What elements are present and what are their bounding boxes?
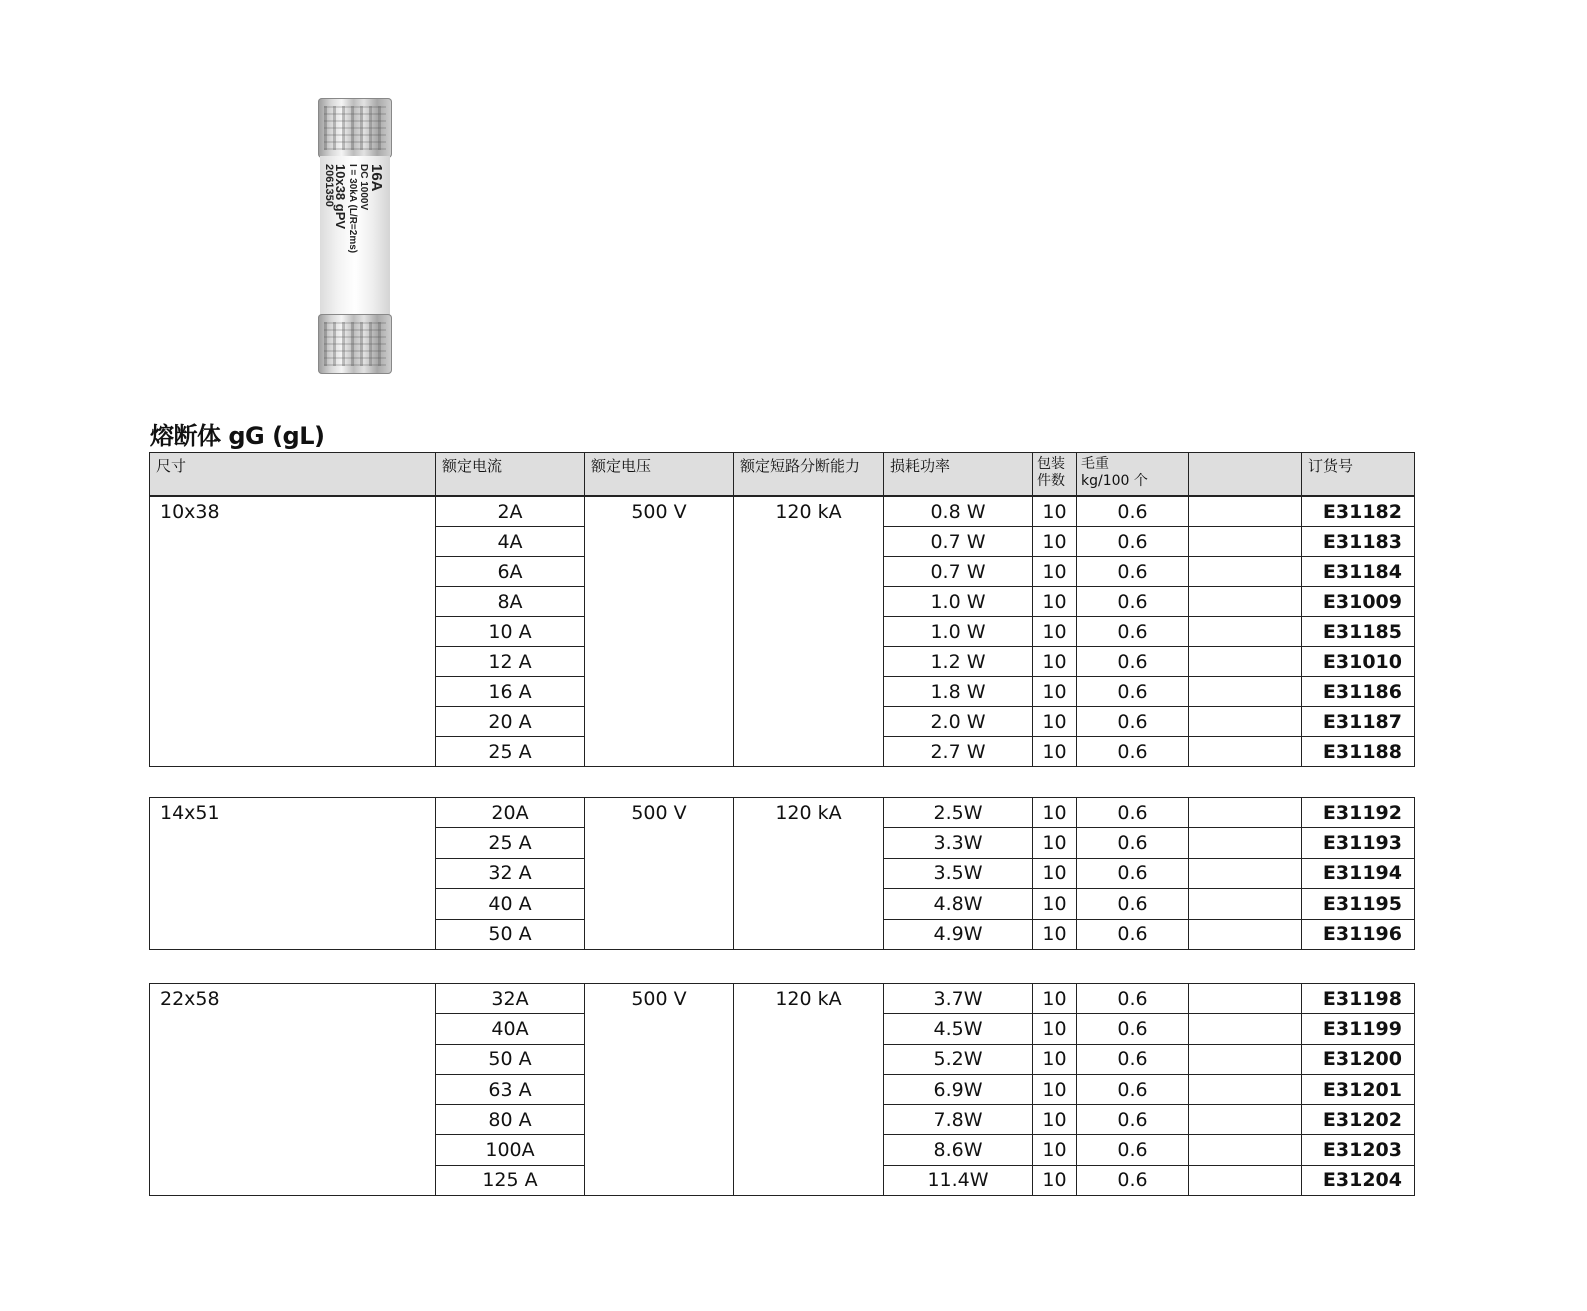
power-loss-cell: 1.0 W	[884, 587, 1033, 617]
blank-cell	[1189, 647, 1302, 677]
blank-cell	[1189, 889, 1302, 919]
weight-cell: 0.6	[1077, 617, 1189, 647]
power-loss-cell: 2.5W	[884, 798, 1033, 828]
fuse-ceramic-body	[320, 156, 390, 316]
blank-cell	[1189, 858, 1302, 888]
spec-group-table	[149, 496, 1415, 767]
blank-cell	[1189, 1105, 1302, 1135]
fuse-print-breaking: I = 30kA (L/R=2ms)	[347, 164, 358, 254]
blank-cell	[1189, 617, 1302, 647]
spec-group-table	[149, 983, 1415, 1196]
table-row	[150, 497, 1415, 527]
section-heading: 熔断体 gG (gL)	[150, 422, 325, 450]
order-code-cell: E31195	[1302, 889, 1415, 919]
order-code-cell: E31009	[1302, 587, 1415, 617]
fuse-product-image	[318, 98, 392, 374]
rated-current-cell: 125 A	[436, 1165, 585, 1195]
blank-cell	[1189, 677, 1302, 707]
fuse-print-serial: 2061350	[323, 164, 335, 207]
rated-current-cell: 50 A	[436, 1044, 585, 1074]
table-row	[150, 798, 1415, 828]
pack-qty-cell: 10	[1033, 497, 1077, 527]
rated-current-cell: 40 A	[436, 889, 585, 919]
rated-current-cell: 40A	[436, 1014, 585, 1044]
rated-current-cell: 20A	[436, 798, 585, 828]
weight-cell: 0.6	[1077, 647, 1189, 677]
order-code-cell: E31200	[1302, 1044, 1415, 1074]
order-code-cell: E31192	[1302, 798, 1415, 828]
order-code-cell: E31204	[1302, 1165, 1415, 1195]
breaking-capacity-cell: 120 kA	[734, 798, 884, 950]
blank-cell	[1189, 557, 1302, 587]
pack-qty-cell: 10	[1033, 798, 1077, 828]
rated-voltage-cell: 500 V	[585, 798, 734, 950]
power-loss-cell: 5.2W	[884, 1044, 1033, 1074]
pack-qty-cell: 10	[1033, 984, 1077, 1014]
spec-table-header	[149, 452, 1415, 496]
rated-current-cell: 8A	[436, 587, 585, 617]
pack-qty-cell: 10	[1033, 858, 1077, 888]
order-code-cell: E31187	[1302, 707, 1415, 737]
pack-qty-cell: 10	[1033, 889, 1077, 919]
power-loss-cell: 4.9W	[884, 919, 1033, 949]
blank-cell	[1189, 798, 1302, 828]
rated-current-cell: 32A	[436, 984, 585, 1014]
rated-voltage-cell: 500 V	[585, 497, 734, 767]
power-loss-cell: 4.8W	[884, 889, 1033, 919]
rated-current-cell: 12 A	[436, 647, 585, 677]
pack-qty-cell: 10	[1033, 557, 1077, 587]
blank-cell	[1189, 1165, 1302, 1195]
power-loss-cell: 11.4W	[884, 1165, 1033, 1195]
blank-cell	[1189, 737, 1302, 767]
col-power-loss: 损耗功率	[884, 453, 1033, 496]
rated-current-cell: 4A	[436, 527, 585, 557]
power-loss-cell: 0.7 W	[884, 527, 1033, 557]
order-code-cell: E31202	[1302, 1105, 1415, 1135]
pack-qty-cell: 10	[1033, 1074, 1077, 1104]
fuse-end-cap-top	[318, 98, 392, 158]
rated-current-cell: 20 A	[436, 707, 585, 737]
rated-current-cell: 6A	[436, 557, 585, 587]
weight-cell: 0.6	[1077, 828, 1189, 858]
col-pack-qty: 包装 件数	[1033, 453, 1077, 496]
weight-cell: 0.6	[1077, 1165, 1189, 1195]
weight-cell: 0.6	[1077, 707, 1189, 737]
power-loss-cell: 3.3W	[884, 828, 1033, 858]
rated-current-cell: 2A	[436, 497, 585, 527]
power-loss-cell: 0.8 W	[884, 497, 1033, 527]
blank-cell	[1189, 828, 1302, 858]
order-code-cell: E31182	[1302, 497, 1415, 527]
rated-current-cell: 25 A	[436, 737, 585, 767]
weight-cell: 0.6	[1077, 1074, 1189, 1104]
pack-qty-cell: 10	[1033, 527, 1077, 557]
rated-current-cell: 50 A	[436, 919, 585, 949]
order-code-cell: E31198	[1302, 984, 1415, 1014]
rated-current-cell: 16 A	[436, 677, 585, 707]
pack-qty-cell: 10	[1033, 1105, 1077, 1135]
blank-cell	[1189, 527, 1302, 557]
pack-qty-cell: 10	[1033, 1014, 1077, 1044]
order-code-cell: E31199	[1302, 1014, 1415, 1044]
col-order-no: 订货号	[1302, 453, 1415, 496]
size-cell: 22x58	[150, 984, 436, 1196]
blank-cell	[1189, 707, 1302, 737]
fuse-print-size: 10x38 gPV	[333, 164, 348, 230]
size-cell: 10x38	[150, 497, 436, 767]
col-rated-voltage: 额定电压	[585, 453, 734, 496]
weight-cell: 0.6	[1077, 557, 1189, 587]
power-loss-cell: 2.7 W	[884, 737, 1033, 767]
order-code-cell: E31183	[1302, 527, 1415, 557]
order-code-cell: E31186	[1302, 677, 1415, 707]
pack-qty-cell: 10	[1033, 707, 1077, 737]
power-loss-cell: 6.9W	[884, 1074, 1033, 1104]
blank-cell	[1189, 497, 1302, 527]
pack-qty-cell: 10	[1033, 919, 1077, 949]
order-code-cell: E31196	[1302, 919, 1415, 949]
weight-cell: 0.6	[1077, 1135, 1189, 1165]
pack-qty-cell: 10	[1033, 1135, 1077, 1165]
weight-cell: 0.6	[1077, 677, 1189, 707]
weight-cell: 0.6	[1077, 1014, 1189, 1044]
power-loss-cell: 8.6W	[884, 1135, 1033, 1165]
power-loss-cell: 7.8W	[884, 1105, 1033, 1135]
order-code-cell: E31193	[1302, 828, 1415, 858]
pack-qty-cell: 10	[1033, 828, 1077, 858]
pack-qty-cell: 10	[1033, 1044, 1077, 1074]
fuse-print-rating: 16A	[368, 164, 385, 192]
blank-cell	[1189, 919, 1302, 949]
rated-current-cell: 25 A	[436, 828, 585, 858]
order-code-cell: E31194	[1302, 858, 1415, 888]
weight-cell: 0.6	[1077, 737, 1189, 767]
order-code-cell: E31203	[1302, 1135, 1415, 1165]
pack-qty-cell: 10	[1033, 677, 1077, 707]
order-code-cell: E31185	[1302, 617, 1415, 647]
power-loss-cell: 2.0 W	[884, 707, 1033, 737]
col-size: 尺寸	[150, 453, 436, 496]
weight-cell: 0.6	[1077, 587, 1189, 617]
rated-voltage-cell: 500 V	[585, 984, 734, 1196]
power-loss-cell: 1.0 W	[884, 617, 1033, 647]
blank-cell	[1189, 1014, 1302, 1044]
fuse-end-cap-bottom	[318, 314, 392, 374]
blank-cell	[1189, 1135, 1302, 1165]
order-code-cell: E31188	[1302, 737, 1415, 767]
blank-cell	[1189, 984, 1302, 1014]
rated-current-cell: 100A	[436, 1135, 585, 1165]
power-loss-cell: 4.5W	[884, 1014, 1033, 1044]
weight-cell: 0.6	[1077, 798, 1189, 828]
order-code-cell: E31010	[1302, 647, 1415, 677]
breaking-capacity-cell: 120 kA	[734, 497, 884, 767]
weight-cell: 0.6	[1077, 984, 1189, 1014]
weight-cell: 0.6	[1077, 527, 1189, 557]
weight-cell: 0.6	[1077, 919, 1189, 949]
rated-current-cell: 63 A	[436, 1074, 585, 1104]
weight-cell: 0.6	[1077, 497, 1189, 527]
blank-cell	[1189, 1074, 1302, 1104]
pack-qty-cell: 10	[1033, 1165, 1077, 1195]
power-loss-cell: 0.7 W	[884, 557, 1033, 587]
weight-cell: 0.6	[1077, 889, 1189, 919]
pack-qty-cell: 10	[1033, 647, 1077, 677]
fuse-print-voltage: DC 1000V	[358, 164, 369, 211]
size-cell: 14x51	[150, 798, 436, 950]
col-weight: 毛重 kg/100 个	[1077, 453, 1189, 496]
col-breaking-capacity: 额定短路分断能力	[734, 453, 884, 496]
rated-current-cell: 80 A	[436, 1105, 585, 1135]
table-row	[150, 984, 1415, 1014]
blank-cell	[1189, 1044, 1302, 1074]
weight-cell: 0.6	[1077, 1044, 1189, 1074]
spec-group-table	[149, 797, 1415, 950]
weight-cell: 0.6	[1077, 1105, 1189, 1135]
blank-cell	[1189, 587, 1302, 617]
col-blank	[1189, 453, 1302, 496]
order-code-cell: E31184	[1302, 557, 1415, 587]
fuse-printed-label	[323, 162, 385, 310]
power-loss-cell: 3.5W	[884, 858, 1033, 888]
pack-qty-cell: 10	[1033, 587, 1077, 617]
power-loss-cell: 1.8 W	[884, 677, 1033, 707]
pack-qty-cell: 10	[1033, 737, 1077, 767]
rated-current-cell: 10 A	[436, 617, 585, 647]
breaking-capacity-cell: 120 kA	[734, 984, 884, 1196]
rated-current-cell: 32 A	[436, 858, 585, 888]
pack-qty-cell: 10	[1033, 617, 1077, 647]
power-loss-cell: 3.7W	[884, 984, 1033, 1014]
col-rated-current: 额定电流	[436, 453, 585, 496]
power-loss-cell: 1.2 W	[884, 647, 1033, 677]
order-code-cell: E31201	[1302, 1074, 1415, 1104]
weight-cell: 0.6	[1077, 858, 1189, 888]
